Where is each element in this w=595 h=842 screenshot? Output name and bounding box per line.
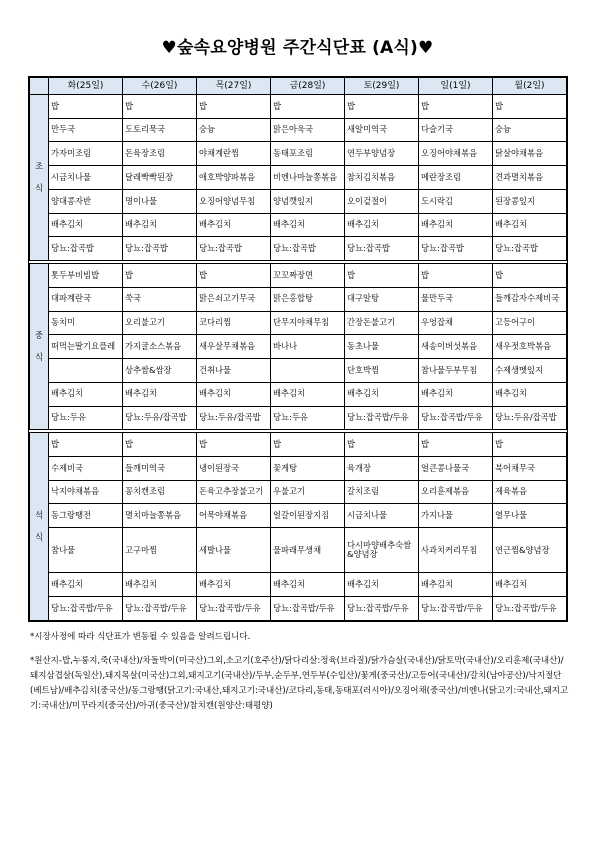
menu-item: 배추김치: [197, 573, 271, 597]
menu-item: 오리훈제볶음: [419, 480, 493, 504]
menu-item: 어묵야채볶음: [197, 504, 271, 528]
day-header: 토(29일): [345, 78, 419, 95]
menu-item: 얼큰콩나물국: [419, 457, 493, 481]
menu-item: 맑은쇠고기무국: [197, 287, 271, 311]
menu-item: 동치미: [49, 311, 123, 335]
meal-label-char: 식: [34, 182, 43, 193]
menu-item: 꽃게탕: [271, 457, 345, 481]
menu-item: 밥: [49, 95, 123, 119]
menu-item: 시금치나물: [49, 166, 123, 190]
menu-item: 당뇨:잡곡밥: [197, 237, 271, 261]
menu-row: [30, 504, 567, 528]
menu-item: 밥: [345, 95, 419, 119]
menu-row: [30, 359, 567, 383]
menu-item: 당뇨:두유/잡곡밥: [197, 406, 271, 430]
menu-item: 배추김치: [419, 382, 493, 406]
menu-item: 돈육고추장불고기: [197, 480, 271, 504]
menu-row: [30, 597, 567, 621]
menu-item: 당뇨:잡곡밥: [419, 237, 493, 261]
meal-label-char: 식: [34, 351, 43, 362]
menu-row: [30, 189, 567, 213]
change-notice: *시장사정에 따라 식단표가 변동될 수 있음을 알려드립니다.: [30, 632, 251, 642]
menu-item: 당뇨:잡곡밥/두유: [345, 597, 419, 621]
menu-item: 수제비국: [49, 457, 123, 481]
day-header: 화(25일): [49, 78, 123, 95]
menu-item: 당뇨:잡곡밥: [345, 237, 419, 261]
meal-label-dinner: [30, 433, 49, 621]
menu-item: 새송이버섯볶음: [419, 335, 493, 359]
menu-row: [30, 142, 567, 166]
menu-item: 배추김치: [123, 213, 197, 237]
menu-item: 배추김치: [345, 573, 419, 597]
menu-item: 밥: [123, 95, 197, 119]
menu-item: 당뇨:잡곡밥/두유: [345, 406, 419, 430]
menu-item: 수제생멧잎지: [493, 359, 567, 383]
menu-item: 야채계란찜: [197, 142, 271, 166]
menu-item: 도토리묵국: [123, 118, 197, 142]
menu-item: 떠먹는딸기요플레: [49, 335, 123, 359]
menu-row: [30, 528, 567, 573]
menu-item: 쑥국: [123, 287, 197, 311]
page-title: ♥숲속요양병원 주간식단표 (A식)♥: [161, 38, 434, 58]
menu-item: 밥: [419, 95, 493, 119]
menu-item: 만두국: [49, 118, 123, 142]
menu-item: 애호박양파볶음: [197, 166, 271, 190]
menu-item: 동초나물: [345, 335, 419, 359]
menu-item: 견과멸치볶음: [493, 166, 567, 190]
menu-item: 우엉잡채: [419, 311, 493, 335]
menu-item: 밥: [493, 95, 567, 119]
menu-row: [30, 457, 567, 481]
menu-item: 오징어야채볶음: [419, 142, 493, 166]
menu-item: 양대콩자반: [49, 189, 123, 213]
menu-item: 숭늉: [493, 118, 567, 142]
meal-label-char: 식: [34, 531, 43, 542]
day-header: 금(28일): [271, 78, 345, 95]
menu-item: 새우살무채볶음: [197, 335, 271, 359]
menu-item: 배추김치: [493, 573, 567, 597]
menu-item: 당뇨:잡곡밥: [123, 237, 197, 261]
menu-item: 연근찜&양념장: [493, 528, 567, 573]
menu-item: 참나물두부무침: [419, 359, 493, 383]
menu-item: 당뇨:잡곡밥/두유: [197, 597, 271, 621]
menu-item: 사과치커리무침: [419, 528, 493, 573]
menu-item: 가지굴소스볶음: [123, 335, 197, 359]
menu-item: 배추김치: [197, 213, 271, 237]
menu-item: 간장돈불고기: [345, 311, 419, 335]
menu-item: 달래빡빡된장: [123, 166, 197, 190]
day-header: 월(2일): [493, 78, 567, 95]
menu-row: [30, 480, 567, 504]
menu-row: [30, 95, 567, 119]
menu-item: 오징어양념무침: [197, 189, 271, 213]
menu-item: 밥: [123, 264, 197, 288]
menu-item: 돈육장조림: [123, 142, 197, 166]
day-header: 수(26일): [123, 78, 197, 95]
menu-item: 배추김치: [49, 382, 123, 406]
menu-item: 새우젓호박볶음: [493, 335, 567, 359]
menu-item: 새알미역국: [345, 118, 419, 142]
menu-item: 참나물: [49, 528, 123, 573]
menu-item: 코다리찜: [197, 311, 271, 335]
menu-item: 오이겉절이: [345, 189, 419, 213]
meal-label-char: 중: [34, 330, 43, 341]
menu-item: 배추김치: [271, 382, 345, 406]
menu-item: 바나나: [271, 335, 345, 359]
menu-item: 다슬기국: [419, 118, 493, 142]
corner-cell: [30, 78, 49, 95]
menu-item: 맑은홍합탕: [271, 287, 345, 311]
menu-item: 밥: [493, 264, 567, 288]
menu-item: 꽁치캔조림: [123, 480, 197, 504]
menu-item: 밥: [271, 433, 345, 457]
menu-item: 밥: [197, 95, 271, 119]
menu-item: 배추김치: [345, 382, 419, 406]
menu-item: 멸치마늘쫑볶음: [123, 504, 197, 528]
menu-item: 밥: [271, 95, 345, 119]
menu-item: 오리불고기: [123, 311, 197, 335]
menu-item: 당뇨:잡곡밥/두유: [419, 597, 493, 621]
menu-item: 연두부양념장: [345, 142, 419, 166]
menu-item: 배추김치: [493, 382, 567, 406]
menu-item: 맑은아욱국: [271, 118, 345, 142]
menu-item: 메란장조림: [419, 166, 493, 190]
menu-item: 당뇨:두유/잡곡밥: [123, 406, 197, 430]
menu-row: [30, 406, 567, 430]
menu-item: 배추김치: [493, 213, 567, 237]
menu-item: [271, 359, 345, 383]
menu-row: [30, 118, 567, 142]
menu-row: [30, 237, 567, 261]
menu-item: 육개장: [345, 457, 419, 481]
menu-item: 당뇨:두유/잡곡밥: [493, 406, 567, 430]
menu-item: 배추김치: [123, 573, 197, 597]
menu-item: [49, 359, 123, 383]
menu-item: 배추김치: [271, 213, 345, 237]
menu-item: 배추김치: [49, 213, 123, 237]
menu-item: 세발나물: [197, 528, 271, 573]
notes: [30, 630, 570, 714]
menu-item: 당뇨:잡곡밥/두유: [123, 597, 197, 621]
menu-item: 우불고기: [271, 480, 345, 504]
menu-item: 밥: [419, 264, 493, 288]
menu-item: 당뇨:두유: [271, 406, 345, 430]
menu-item: 밥: [493, 433, 567, 457]
menu-item: 배추김치: [123, 382, 197, 406]
menu-item: 당뇨:잡곡밥/두유: [49, 597, 123, 621]
menu-item: 얼갈이된장지짐: [271, 504, 345, 528]
menu-item: 톳두부비빔밥: [49, 264, 123, 288]
menu-item: 제육볶음: [493, 480, 567, 504]
menu-row: [30, 264, 567, 288]
menu-item: 배추김치: [345, 213, 419, 237]
menu-item: 물만두국: [419, 287, 493, 311]
menu-item: 밥: [197, 433, 271, 457]
menu-item: 당뇨:잡곡밥/두유: [493, 597, 567, 621]
menu-item: 당뇨:두유: [49, 406, 123, 430]
menu-item: 건취나물: [197, 359, 271, 383]
menu-item: 양념깻잎지: [271, 189, 345, 213]
menu-item: 숭늉: [197, 118, 271, 142]
menu-item: 열무나물: [493, 504, 567, 528]
menu-item: 다시마양배추숙쌈&양념장: [345, 528, 419, 573]
menu-item: 꼬꼬짜장면: [271, 264, 345, 288]
day-header: 일(1일): [419, 78, 493, 95]
menu-item: 낙지야채볶음: [49, 480, 123, 504]
menu-item: 북어채무국: [493, 457, 567, 481]
menu-item: 고구마찜: [123, 528, 197, 573]
menu-row: [30, 287, 567, 311]
menu-item: 배추김치: [197, 382, 271, 406]
menu-row: [30, 335, 567, 359]
menu-item: 당뇨:잡곡밥: [271, 237, 345, 261]
meal-label-lunch: [30, 264, 49, 430]
menu-item: 밥: [419, 433, 493, 457]
menu-item: 배추김치: [271, 573, 345, 597]
menu-row: [30, 311, 567, 335]
weekly-menu-table: [28, 76, 568, 622]
menu-item: 밥: [345, 264, 419, 288]
menu-item: 밥: [197, 264, 271, 288]
menu-item: 물파래무생채: [271, 528, 345, 573]
menu-item: 시금치나물: [345, 504, 419, 528]
menu-item: 배추김치: [419, 213, 493, 237]
menu-item: 상추쌈&쌈장: [123, 359, 197, 383]
menu-item: 밥: [345, 433, 419, 457]
day-header: 목(27일): [197, 78, 271, 95]
menu-item: 명이나물: [123, 189, 197, 213]
menu-item: 당뇨:잡곡밥/두유: [271, 597, 345, 621]
menu-item: 단무지야채무침: [271, 311, 345, 335]
menu-row: [30, 213, 567, 237]
menu-item: 참치김치볶음: [345, 166, 419, 190]
menu-item: 비엔나마늘쫑볶음: [271, 166, 345, 190]
meal-label-char: 석: [34, 510, 43, 521]
menu-item: 밥: [123, 433, 197, 457]
menu-item: 배추김치: [419, 573, 493, 597]
menu-item: 동그랑땡전: [49, 504, 123, 528]
menu-item: 도시락김: [419, 189, 493, 213]
menu-item: 당뇨:잡곡밥: [49, 237, 123, 261]
menu-row: [30, 166, 567, 190]
menu-item: 가자미조림: [49, 142, 123, 166]
menu-item: 밥: [49, 433, 123, 457]
menu-item: 가지나물: [419, 504, 493, 528]
menu-row: [30, 382, 567, 406]
menu-item: 된장콩잎지: [493, 189, 567, 213]
menu-item: 단호박찜: [345, 359, 419, 383]
menu-item: 들깨감자수제비국: [493, 287, 567, 311]
menu-item: 동태포조림: [271, 142, 345, 166]
menu-item: 갈치조림: [345, 480, 419, 504]
menu-item: 대파계란국: [49, 287, 123, 311]
menu-item: 대구알탕: [345, 287, 419, 311]
meal-label-breakfast: [30, 95, 49, 261]
menu-item: 배추김치: [49, 573, 123, 597]
menu-row: [30, 573, 567, 597]
origin-notice: *원산지-밥,누룽지,죽(국내산)/차돌박이(미국산)그외,소고기(호주산)/닭다리살:정육(브라질)/닭가슴살(국내산)/닭토막(국내산)/오리훈제(국내산)/돼지삼겹살(독일산),돼지목살(미국산)그외,돼지고기(국내산)/두부,순두부,연두부(수입산)/꽃게(중국산)/고등어(국내산)/갈치(남아공산)/낙지절단(베트남)/배추김치(중국산)/동그랑땡(닭고기:국내산,돼지고기:국내산)/코다리,동태,동태포(러시아)/오징어채(중국산)/비엔나(닭고기:국내산,돼지고기:국내산)/미꾸라지(중국산)/아귀(중국산)/참치캔(원양산:태평양): [30, 656, 569, 711]
menu-item: 닭살야채볶음: [493, 142, 567, 166]
menu-item: 고등어구이: [493, 311, 567, 335]
menu-row: [30, 433, 567, 457]
menu-item: 들깨미역국: [123, 457, 197, 481]
menu-item: 당뇨:잡곡밥: [493, 237, 567, 261]
meal-label-char: 조: [34, 161, 43, 171]
menu-item: 냉이된장국: [197, 457, 271, 481]
menu-item: 당뇨:잡곡밥/두유: [419, 406, 493, 430]
